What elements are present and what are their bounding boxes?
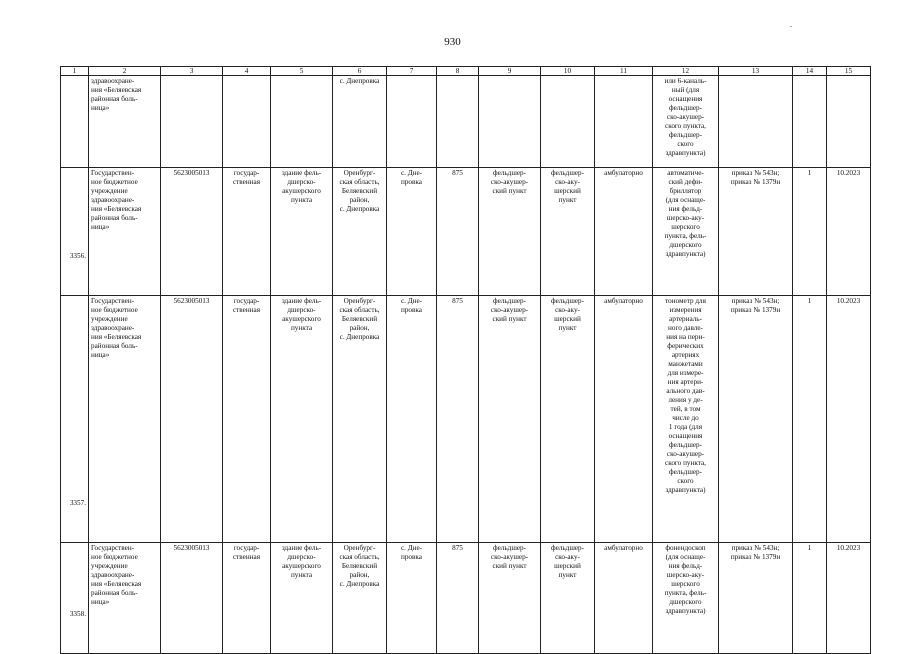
cell-care-type: амбулаторно (595, 543, 653, 654)
cell-locality: с. Дне- провка (387, 296, 437, 543)
cell-unit: фельдшер- ско-аку- шерский пункт (541, 543, 595, 654)
cell-address: Оренбург- ская область, Беляевский район, с. Днепровка (333, 543, 387, 654)
cell-locality: с. Дне- провка (387, 543, 437, 654)
column-header: 4 (223, 67, 271, 76)
column-header: 6 (333, 67, 387, 76)
cell-row-number: 3356. (61, 168, 89, 296)
cell-equipment: тонометр для измерения артериаль- ного давле- ния на пери- ферических артериях манжетами для измере- ния артери- ального дав- ления у де- тей, в том числе до 1 года (для оснащения фельдшер- ско-акушер- ского пункта, фельдшер- ского здравпункта) (653, 296, 719, 543)
cell-building: здание фель- дшерско- акушерского пункта (271, 543, 333, 654)
cell-organization: Государствен- ное бюджетное учреждение здравоохране- ния «Беляевская районная боль- ница» (89, 168, 161, 296)
cell-facility-type: фельдшер- ско-акушер- ский пункт (479, 543, 541, 654)
column-header: 13 (719, 67, 793, 76)
cell-population: 875 (437, 296, 479, 543)
cell-inn: 5623005013 (161, 543, 223, 654)
cell-organization: Государствен- ное бюджетное учреждение здравоохране- ния «Беляевская районная боль- ница» (89, 543, 161, 654)
cell-date: 10.2023 (827, 168, 871, 296)
cell-population: 875 (437, 543, 479, 654)
column-header: 1 (61, 67, 89, 76)
corner-mark: . (790, 20, 792, 29)
column-header: 12 (653, 67, 719, 76)
cell-order: приказ № 543н; приказ № 1379н (719, 296, 793, 543)
column-header: 5 (271, 67, 333, 76)
cell-ownership: государ- ственная (223, 168, 271, 296)
cell-date: 10.2023 (827, 296, 871, 543)
cell-organization: Государствен- ное бюджетное учреждение здравоохране- ния «Беляевская районная боль- ница» (89, 296, 161, 543)
column-header: 3 (161, 67, 223, 76)
column-header: 8 (437, 67, 479, 76)
column-header: 2 (89, 67, 161, 76)
cell-unit: фельдшер- ско-аку- шерский пункт (541, 168, 595, 296)
column-header: 10 (541, 67, 595, 76)
table-row (61, 168, 871, 296)
cell-row-number: 3358. (61, 543, 89, 654)
cell-equipment: автоматиче- ский дефи- бриллятор (для оснаще- ния фельд- шерско-аку- шерского пункта, фель- дшерского здравпункта) (653, 168, 719, 296)
cell-ownership: государ- ственная (223, 543, 271, 654)
cell-order: приказ № 543н; приказ № 1379н (719, 543, 793, 654)
column-header: 11 (595, 67, 653, 76)
cell-facility-type: фельдшер- ско-акушер- ский пункт (479, 296, 541, 543)
page-number: 930 (444, 36, 461, 48)
cell-inn: 5623005013 (161, 296, 223, 543)
cell-organization: здравоохране- ния «Беляевская районная боль- ница» (89, 76, 161, 168)
cell-care-type: амбулаторно (595, 296, 653, 543)
cell-order: приказ № 543н; приказ № 1379н (719, 168, 793, 296)
cell-inn: 5623005013 (161, 168, 223, 296)
table-row (61, 543, 871, 654)
registry-table (60, 66, 871, 654)
column-header: 14 (793, 67, 827, 76)
table-row-continued (61, 76, 871, 168)
cell-address: с. Днепровка (333, 76, 387, 168)
cell-facility-type: фельдшер- ско-акушер- ский пункт (479, 168, 541, 296)
cell-building: здание фель- дшерско- акушерского пункта (271, 296, 333, 543)
cell-ownership: государ- ственная (223, 296, 271, 543)
cell-quantity: 1 (793, 296, 827, 543)
cell-building: здание фель- дшерско- акушерского пункта (271, 168, 333, 296)
column-header: 7 (387, 67, 437, 76)
table-row (61, 296, 871, 543)
cell-address: Оренбург- ская область, Беляевский район, с. Днепровка (333, 168, 387, 296)
column-header: 9 (479, 67, 541, 76)
cell-quantity: 1 (793, 543, 827, 654)
column-number-row (61, 67, 871, 76)
cell-address: Оренбург- ская область, Беляевский район, с. Днепровка (333, 296, 387, 543)
cell-unit: фельдшер- ско-аку- шерский пункт (541, 296, 595, 543)
cell-equipment: или 6-каналь- ный (для оснащения фельдшер- ско-акушер- ского пункта, фельдшер- ского здравпункта) (653, 76, 719, 168)
cell-equipment: фонендоскоп (для оснаще- ния фельд- шерско-аку- шерского пункта, фель- дшерского здравпункта) (653, 543, 719, 654)
cell-population: 875 (437, 168, 479, 296)
column-header: 15 (827, 67, 871, 76)
cell-date: 10.2023 (827, 543, 871, 654)
cell-care-type: амбулаторно (595, 168, 653, 296)
cell-quantity: 1 (793, 168, 827, 296)
cell-locality: с. Дне- провка (387, 168, 437, 296)
cell-row-number: 3357. (61, 296, 89, 543)
